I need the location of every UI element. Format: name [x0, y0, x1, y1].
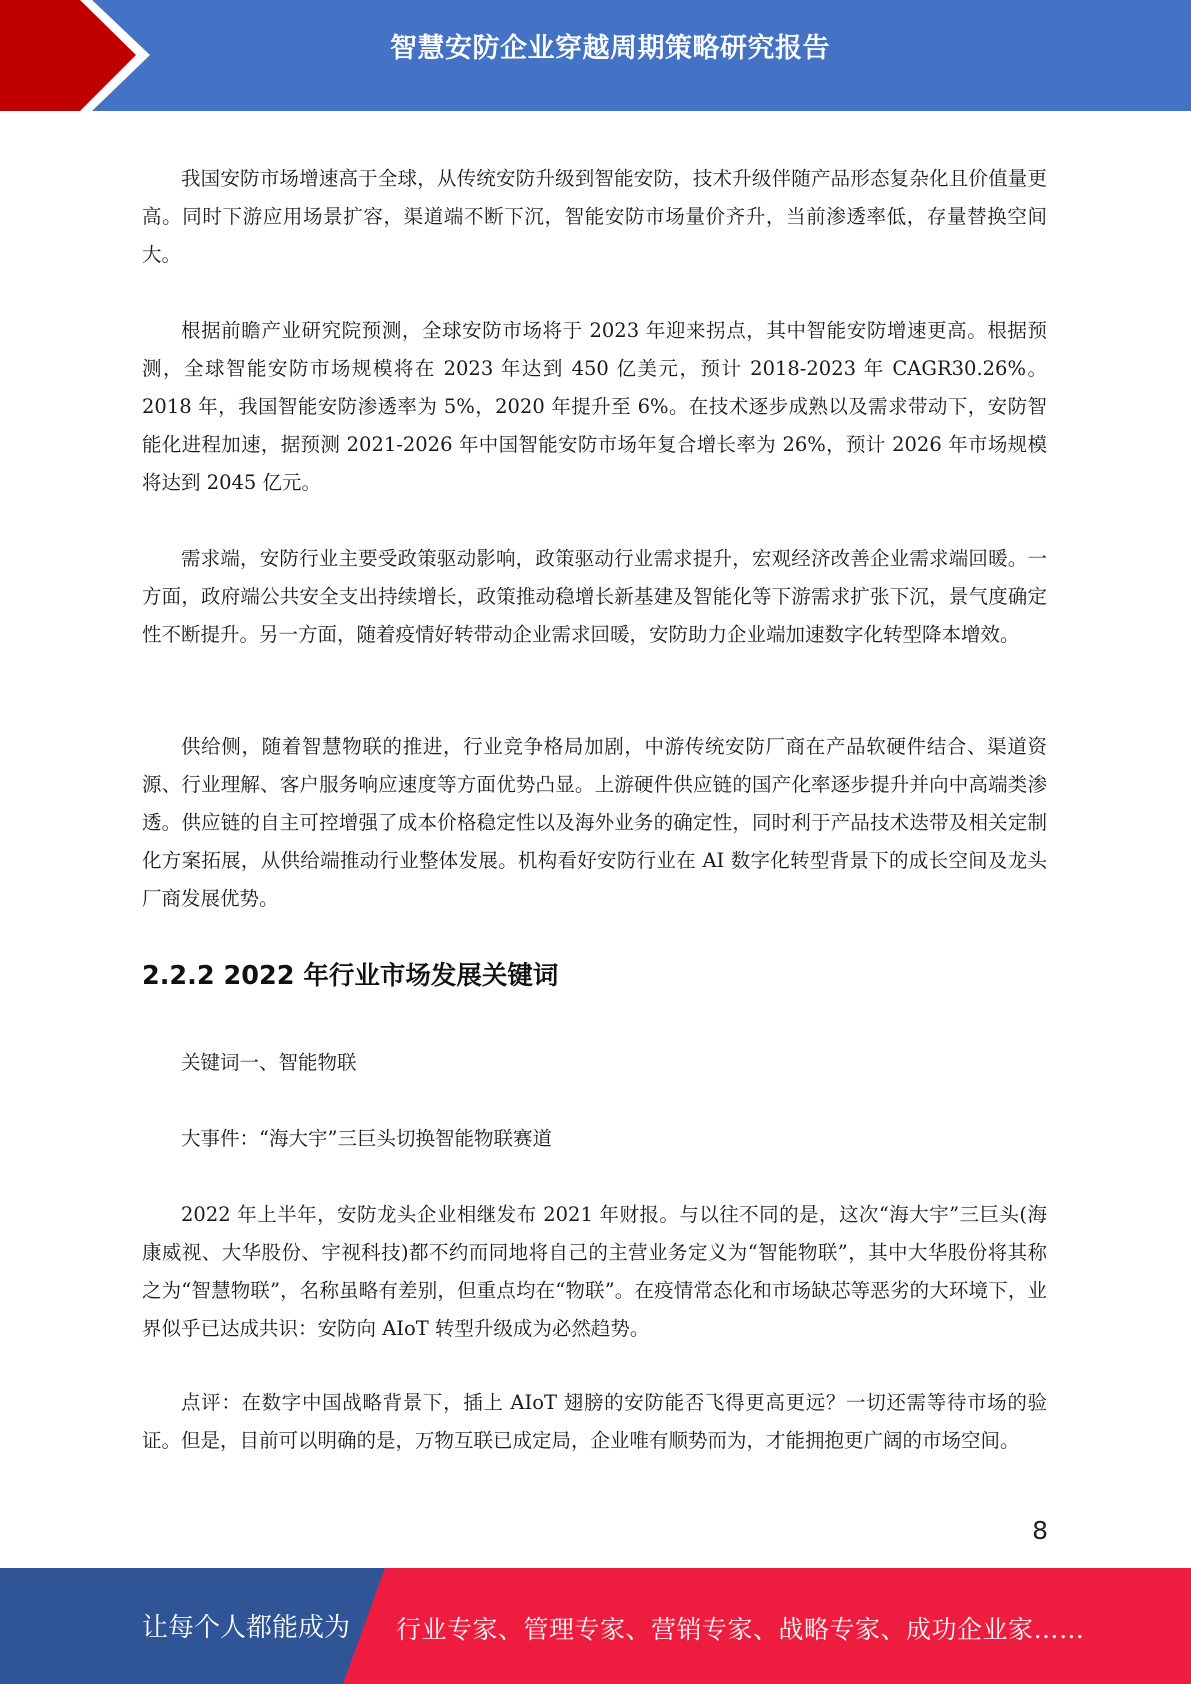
paragraph-supply-side: 供给侧，随着智慧物联的推进，行业竞争格局加剧，中游传统安防厂商在产品软硬件结合、渠道资源、行业理解、客户服务响应速度等方面优势凸显。上游硬件供应链的国产化率逐步提升并向中高端类渗透。供应链的自主可控增强了成本价格稳定性以及海外业务的确定性，同时利于产品技术迭带及相关定制化方案拓展，从供给端推动行业整体发展。机构看好安防行业在 AI 数字化转型背景下的成长空间及龙头厂商发展优势。 [142, 735, 1047, 910]
paragraph-forecast: 根据前瞻产业研究院预测，全球安防市场将于 2023 年迎来拐点，其中智能安防增速更高。根据预测，全球智能安防市场规模将在 2023 年达到 450 亿美元，预计 2018-2023 年 CAGR30.26%。2018 年，我国智能安防渗透率为 5%，2020 年提升至 6%。在技术逐步成熟以及需求带动下，安防智能化进程加速，据预测 2021-2026 年中国智能安防市场年复合增长率为 26%，预计 2026 年市场规模将达到 2045 亿元。 [142, 319, 1047, 494]
paragraph-comment: 点评：在数字中国战略背景下，插上 AIoT 翅膀的安防能否飞得更高更远？一切还需等待市场的验证。但是，目前可以明确的是，万物互联已成定局，企业唯有顺势而为，才能拥抱更广阔的市场空间。 [142, 1391, 1047, 1452]
section-heading: 2.2.2 2022 年行业市场发展关键词 [142, 961, 559, 991]
report-title: 智慧安防企业穿越周期策略研究报告 [390, 33, 830, 64]
paragraph-market-growth: 我国安防市场增速高于全球，从传统安防升级到智能安防，技术升级伴随产品形态复杂化且价值量更高。同时下游应用场景扩容，渠道端不断下沉，智能安防市场量价齐升，当前渗透率低，存量替换空间大。 [142, 167, 1047, 266]
page-number: 8 [1032, 1516, 1048, 1545]
footer-slogan-left: 让每个人都能成为 [142, 1613, 351, 1643]
page-header-banner [0, 0, 1191, 111]
event-line: 大事件：“海大宇”三巨头切换智能物联赛道 [181, 1127, 552, 1150]
paragraph-demand-side: 需求端，安防行业主要受政策驱动影响，政策驱动行业需求提升，宏观经济改善企业需求端回暖。一方面，政府端公共安全支出持续增长，政策推动稳增长新基建及智能化等下游需求扩张下沉，景气度确定性不断提升。另一方面，随着疫情好转带动企业需求回暖，安防助力企业端加速数字化转型降本增效。 [142, 547, 1047, 646]
keyword-line: 关键词一、智能物联 [181, 1051, 357, 1074]
paragraph-event-body: 2022 年上半年，安防龙头企业相继发布 2021 年财报。与以往不同的是，这次“海大宇”三巨头(海康威视、大华股份、宇视科技)都不约而同地将自己的主营业务定义为“智能物联”，其中大华股份将其称之为“智慧物联”，名称虽略有差别，但重点均在“物联”。在疫情常态化和市场缺芯等恶劣的大环境下，业界似乎已达成共识：安防向 AIoT 转型升级成为必然趋势。 [142, 1203, 1047, 1340]
footer-slogan-right: 行业专家、管理专家、营销专家、战略专家、成功企业家…… [396, 1615, 1085, 1644]
